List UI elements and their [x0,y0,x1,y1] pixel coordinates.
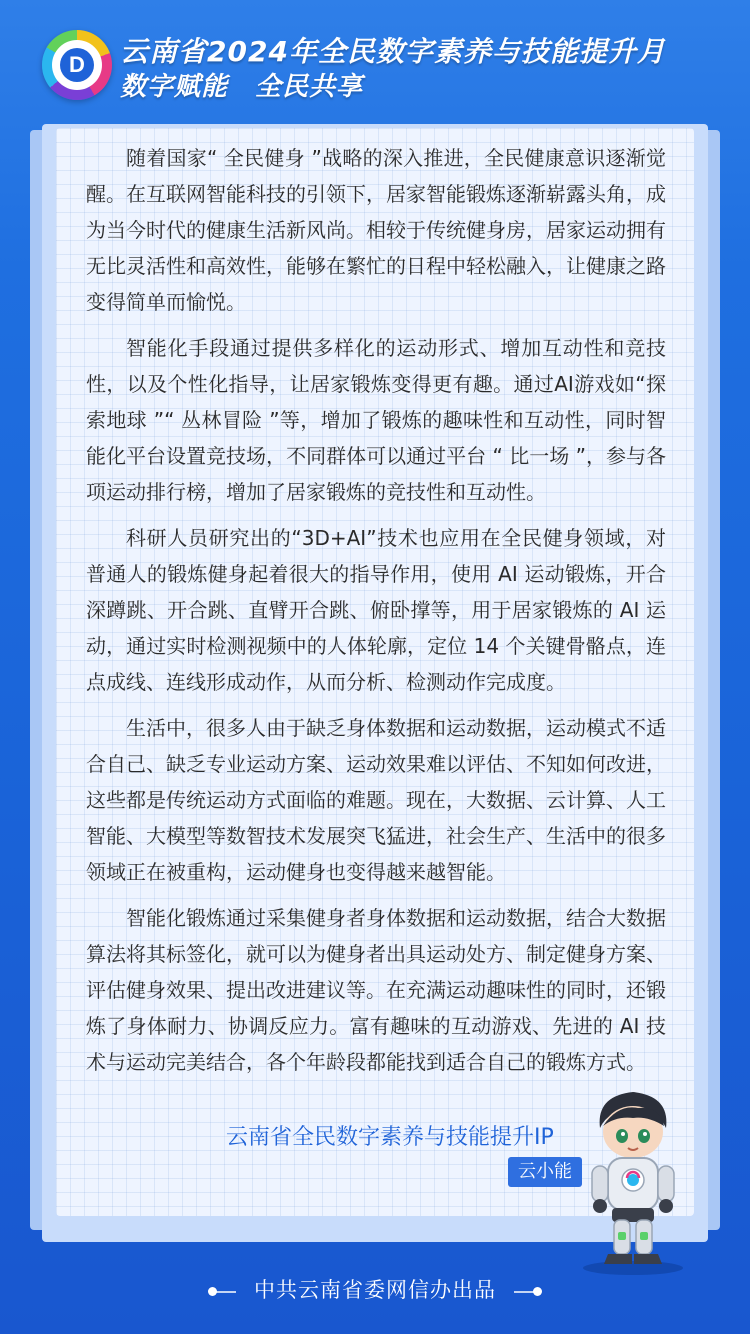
article-paragraph: 随着国家“ 全民健身 ”战略的深入推进，全民健康意识逐渐觉醒。在互联网智能科技的引领下，居家智能锻炼逐渐崭露头角，成为当今时代的健康生活新风尚。相较于传统健身房，居家运动拥有无比灵活性和高效性，能够在繁忙的日程中轻松融入，让健康之路变得简单而愉悦。 [86,146,666,314]
article-paragraph: 智能化手段通过提供多样化的运动形式、增加互动性和竞技性，以及个性化指导，让居家锻炼变得更有趣。通过AI游戏如“探索地球 ”“ 丛林冒险 ”等，增加了锻炼的趣味性和互动性，同时智能化平台设置竞技场，不同群体可以通过平台 “ 比一场 ”，参与各项运动排行榜，增加了居家锻炼的竞技性和互动性。 [86,336,666,504]
ip-label: 云南省全民数字素养与技能提升IP [226,1125,554,1150]
article-paragraph: 科研人员研究出的“3D+AI”技术也应用在全民健身领域，对普通人的锻炼健身起着很大的指导作用，使用 AI 运动锻炼，开合深蹲跳、开合跳、直臂开合跳、俯卧撑等，用于居家锻炼的 AI 运动，通过实时检测视频中的人体轮廓，定位 14 个关键骨骼点，连点成线、连线形成动作，从而分析、检测动作完成度。 [86,526,666,694]
page-title: 云南省2024年全民数字素养与技能提升月 [120,35,666,68]
mascot-robot-icon [578,1086,688,1276]
article-paragraph: 生活中，很多人由于缺乏身体数据和运动数据，运动模式不适合自己、缺乏专业运动方案、运动效果难以评估、不知如何改进，这些都是传统运动方式面临的难题。现在，大数据、云计算、人工智能、大模型等数智技术发展突飞猛进，社会生产、生活中的很多领域正在被重构，运动健身也变得越来越智能。 [86,716,666,884]
page-subtitle: 数字赋能 全民共享 [120,72,364,102]
article-paragraph: 智能化锻炼通过采集健身者身体数据和运动数据，结合大数据算法将其标签化，就可以为健身者出具运动处方、制定健身方案、评估健身效果、提出改进建议等。在充满运动趣味性的同时，还锻炼了身体耐力、协调反应力。富有趣味的互动游戏、先进的 AI 技术与运动完美结合，各个年龄段都能找到适合自己的锻炼方式。 [86,906,666,1074]
header [0,0,750,118]
ip-name-badge: 云小能 [508,1157,582,1187]
article-body [86,140,666,1090]
logo-letter: D [60,48,94,82]
footer-credit: 中共云南省委网信办出品 [254,1278,496,1302]
event-logo-icon [42,30,112,100]
